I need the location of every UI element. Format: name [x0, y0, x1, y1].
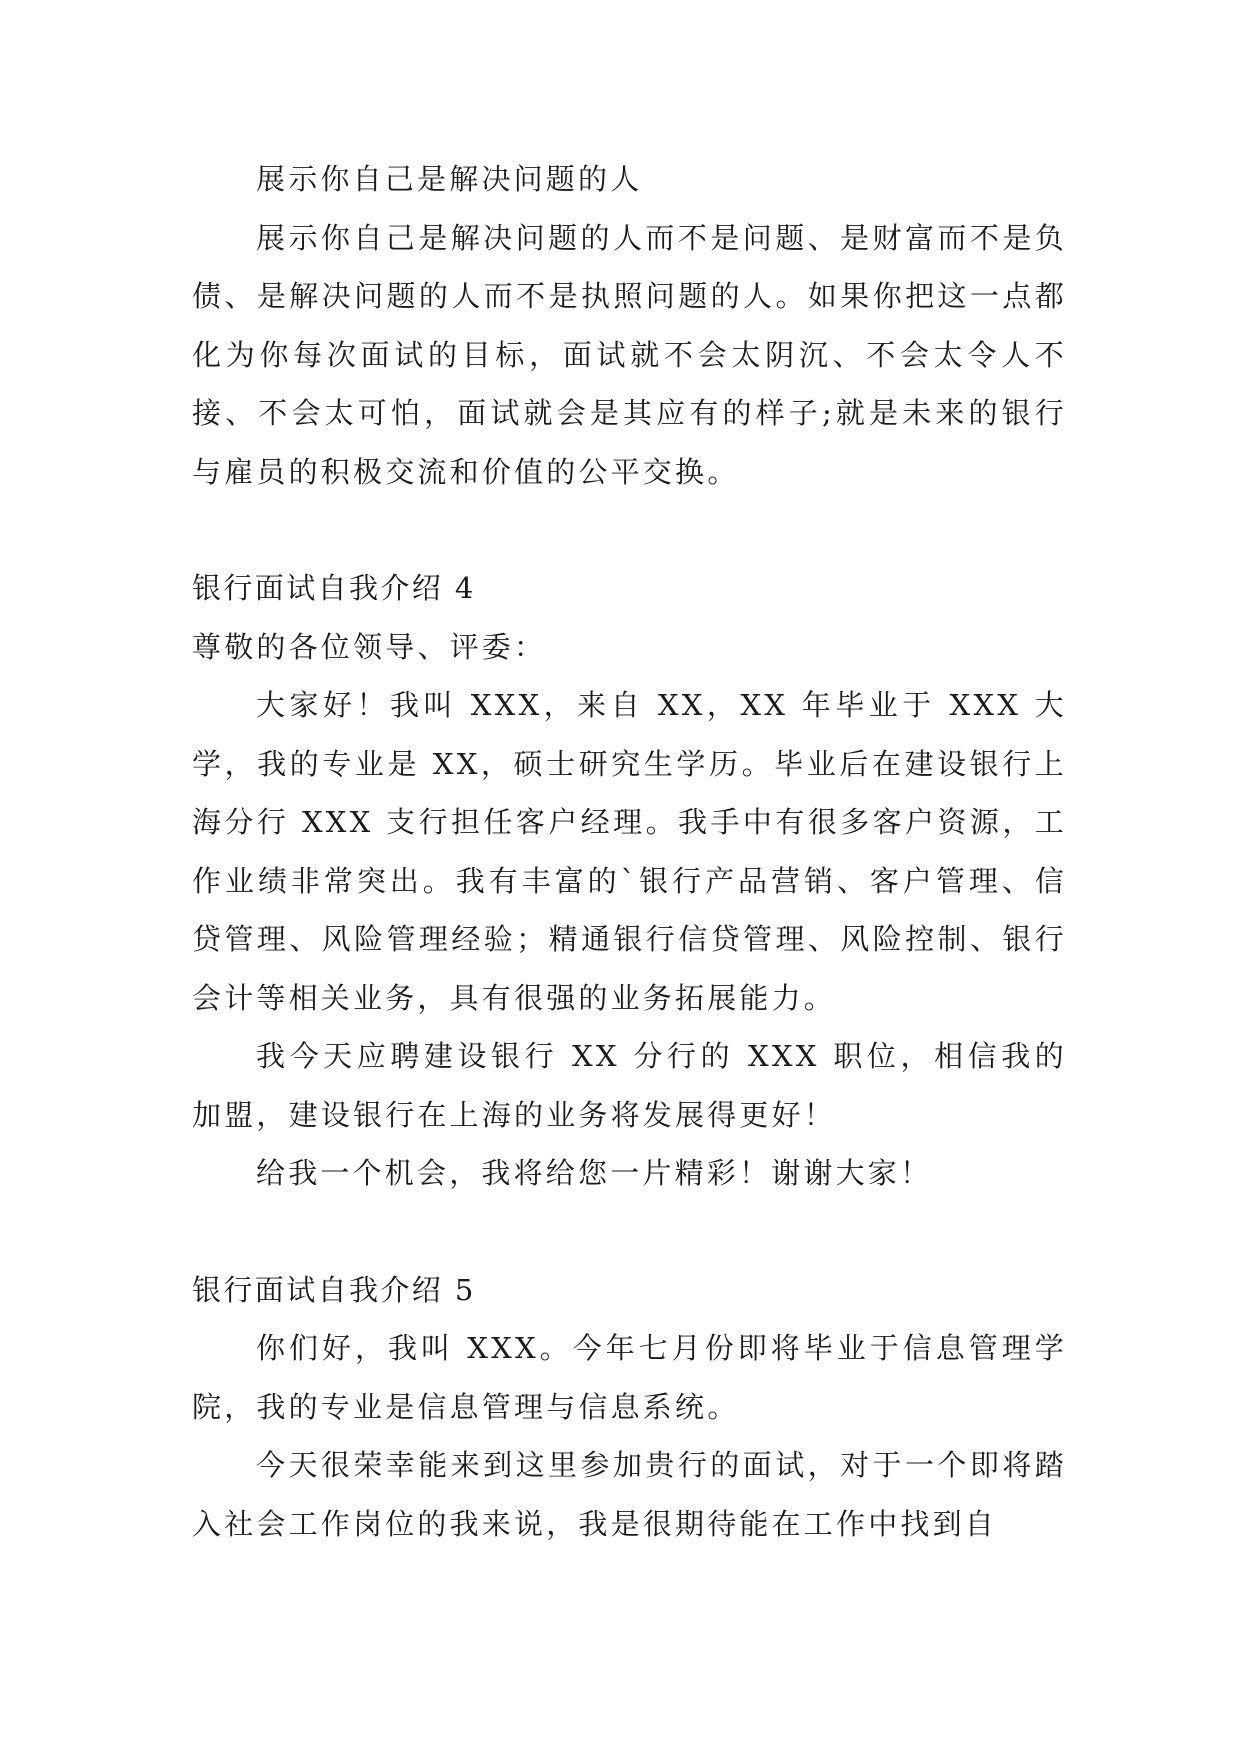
- document-body: [192, 150, 1067, 1553]
- section-title: 展示你自己是解决问题的人: [256, 162, 643, 196]
- paragraph: 我今天应聘建设银行 XX 分行的 XXX 职位，相信我的加盟，建设银行在上海的业务将发展得更好！: [192, 1039, 1067, 1132]
- spacer: [192, 1203, 1067, 1261]
- paragraph: 展示你自己是解决问题的人而不是问题、是财富而不是负债、是解决问题的人而不是执照问题的人。如果你把这一点都化为你每次面试的目标，面试就不会太阴沉、不会太令人不接、不会太可怕，面试就会是其应有的样子;就是未来的银行与雇员的积极交流和价值的公平交换。: [192, 220, 1067, 489]
- section-heading-5: 银行面试自我介绍 5: [192, 1272, 476, 1307]
- paragraph: 今天很荣幸能来到这里参加贵行的面试，对于一个即将踏入社会工作岗位的我来说，我是很期待能在工作中找到自: [192, 1448, 1067, 1541]
- salutation: 尊敬的各位领导、评委：: [192, 629, 547, 664]
- section-heading-4: 银行面试自我介绍 4: [192, 571, 476, 605]
- spacer: [192, 501, 1067, 559]
- paragraph: 给我一个机会，我将给您一片精彩！谢谢大家！: [256, 1156, 933, 1190]
- paragraph: 你们好，我叫 XXX。今年七月份即将毕业于信息管理学院，我的专业是信息管理与信息系统。: [192, 1331, 1067, 1424]
- paragraph: 大家好！我叫 XXX，来自 XX，XX 年毕业于 XXX 大学，我的专业是 XX，硕士研究生学历。毕业后在建设银行上海分行 XXX 支行担任客户经理。我手中有很多客户资源，工作业绩非常突出。我有丰富的`银行产品营销、客户管理、信贷管理、风险管理经验；精通银行信贷管理、风险控制、银行会计等相关业务，具有很强的业务拓展能力。: [192, 688, 1067, 1015]
